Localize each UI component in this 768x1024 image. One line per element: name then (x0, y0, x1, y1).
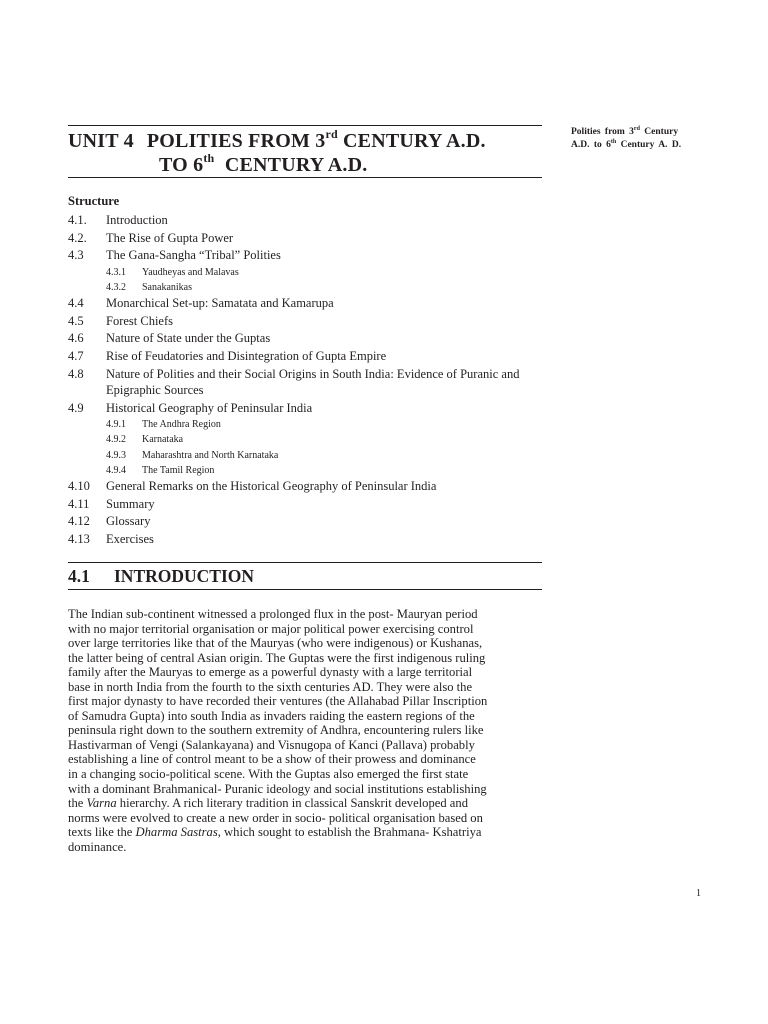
paragraph-line: dominance. (68, 839, 127, 854)
toc-item: 4.6 Nature of State under the Guptas (68, 331, 271, 346)
toc-item: 4.5 Forest Chiefs (68, 313, 174, 328)
toc-item: 4.9 Historical Geography of Peninsular India (68, 400, 313, 415)
title-line1-pre: POLITIES FROM 3 (146, 130, 326, 152)
title-line1-post: CENTURY A.D. (337, 130, 486, 152)
toc-item: 4.3 The Gana-Sangha “Tribal” Polities (68, 248, 281, 263)
toc-item: 4.4 Monarchical Set-up: Samatata and Kamarupa (68, 296, 334, 311)
title-line2: TO 6th CENTURY A.D. (159, 151, 368, 176)
toc-item: 4.1. Introduction (68, 213, 168, 227)
toc-item: 4.11 Summary (68, 496, 155, 511)
section-heading (68, 565, 254, 587)
paragraph-line: first major dynasty to have recorded their ventures (the Allahabad Pillar Inscription (68, 694, 488, 709)
toc-subitem: 4.3.1 Yaudheyas and Malavas (106, 266, 239, 278)
toc-item: 4.12 Glossary (68, 514, 151, 529)
toc-item: 4.2. The Rise of Gupta Power (68, 230, 234, 245)
structure-heading: Structure (68, 194, 120, 208)
paragraph-line: norms were evolved to create a new order in socio- political organisation based on (68, 810, 483, 825)
varna-term: Varna (86, 796, 117, 811)
section-number: 4.1 (68, 566, 90, 586)
toc-subitem: 4.9.1 The Andhra Region (106, 419, 221, 431)
title-line1-sup: rd (325, 127, 338, 141)
section-rule-bottom (68, 589, 542, 590)
paragraph-line: Hastivarman of Vengi (Salankayana) and Visnugopa of Kanci (Pallava) probably (68, 737, 475, 752)
paragraph-line: establishing a line of control meant to be a show of their prowess and dominance (68, 752, 476, 767)
table-of-contents (68, 212, 548, 548)
paragraph-line: family after the Mauryas to emerge as a powerful dynasty with a large territorial (68, 665, 473, 680)
margin-note-line2: A.D. to 6th Century A. D. (571, 139, 682, 150)
paragraph-line: in a changing socio-political scene. With the Guptas also emerged the first state (68, 767, 469, 782)
unit-title (68, 129, 548, 177)
dharma-sastras-term: Dharma Sastras (135, 825, 218, 840)
toc-subitem: 4.9.4 The Tamil Region (106, 464, 215, 476)
unit-label: UNIT 4 (68, 130, 134, 152)
title-rule-bottom (68, 177, 542, 178)
toc-subitem: 4.9.3 Maharashtra and North Karnataka (106, 449, 279, 461)
title-rule-top (68, 125, 542, 126)
toc-subitem: 4.9.2 Karnataka (106, 434, 184, 446)
paragraph-line: over large territories like that of the Mauryas (who were indigenous) or Kushanas, (68, 636, 483, 651)
page-number: 1 (696, 888, 701, 899)
toc-item: 4.10 General Remarks on the Historical Geography of Peninsular India (68, 478, 437, 493)
section-title: INTRODUCTION (114, 566, 255, 586)
paragraph-line: with a dominant Brahmanical- Puranic ideology and social institutions establishing (68, 781, 487, 796)
paragraph-line: The Indian sub-continent witnessed a prolonged flux in the post- Mauryan period (68, 607, 478, 621)
toc-item: 4.8 Nature of Polities and their Social Origins in South India: Evidence of Puranic and Epigraphic Sources (68, 366, 520, 397)
paragraph-line: base in north India from the fourth to the sixth centuries AD. They were also the (68, 679, 473, 694)
toc-subitem: 4.3.2 Sanakanikas (106, 281, 192, 293)
paragraph-line: the Varna hierarchy. A rich literary tradition in classical Sanskrit developed and (68, 796, 468, 811)
section-rule-top (68, 562, 542, 563)
margin-note-line1: Polities from 3rd Century (571, 126, 679, 137)
paragraph-line: with no major territorial organisation or major political power exercising control (68, 621, 474, 636)
toc-item: 4.7 Rise of Feudatories and Disintegration of Gupta Empire (68, 348, 387, 363)
paragraph-line: of Samudra Gupta) into south India as invaders raiding the eastern regions of the (68, 708, 475, 723)
paragraph-line: the latter being of central Asian origin. The Guptas were the first indigenous ruling (68, 650, 486, 665)
introduction-paragraph (68, 607, 548, 854)
paragraph-line: peninsula right down to the southern extremity of Andhra, encountering rulers like (68, 723, 484, 738)
toc-item: 4.13 Exercises (68, 531, 154, 546)
paragraph-line: texts like the Dharma Sastras, which sought to establish the Brahmana- Kshatriya (68, 825, 482, 840)
margin-note (571, 126, 711, 152)
